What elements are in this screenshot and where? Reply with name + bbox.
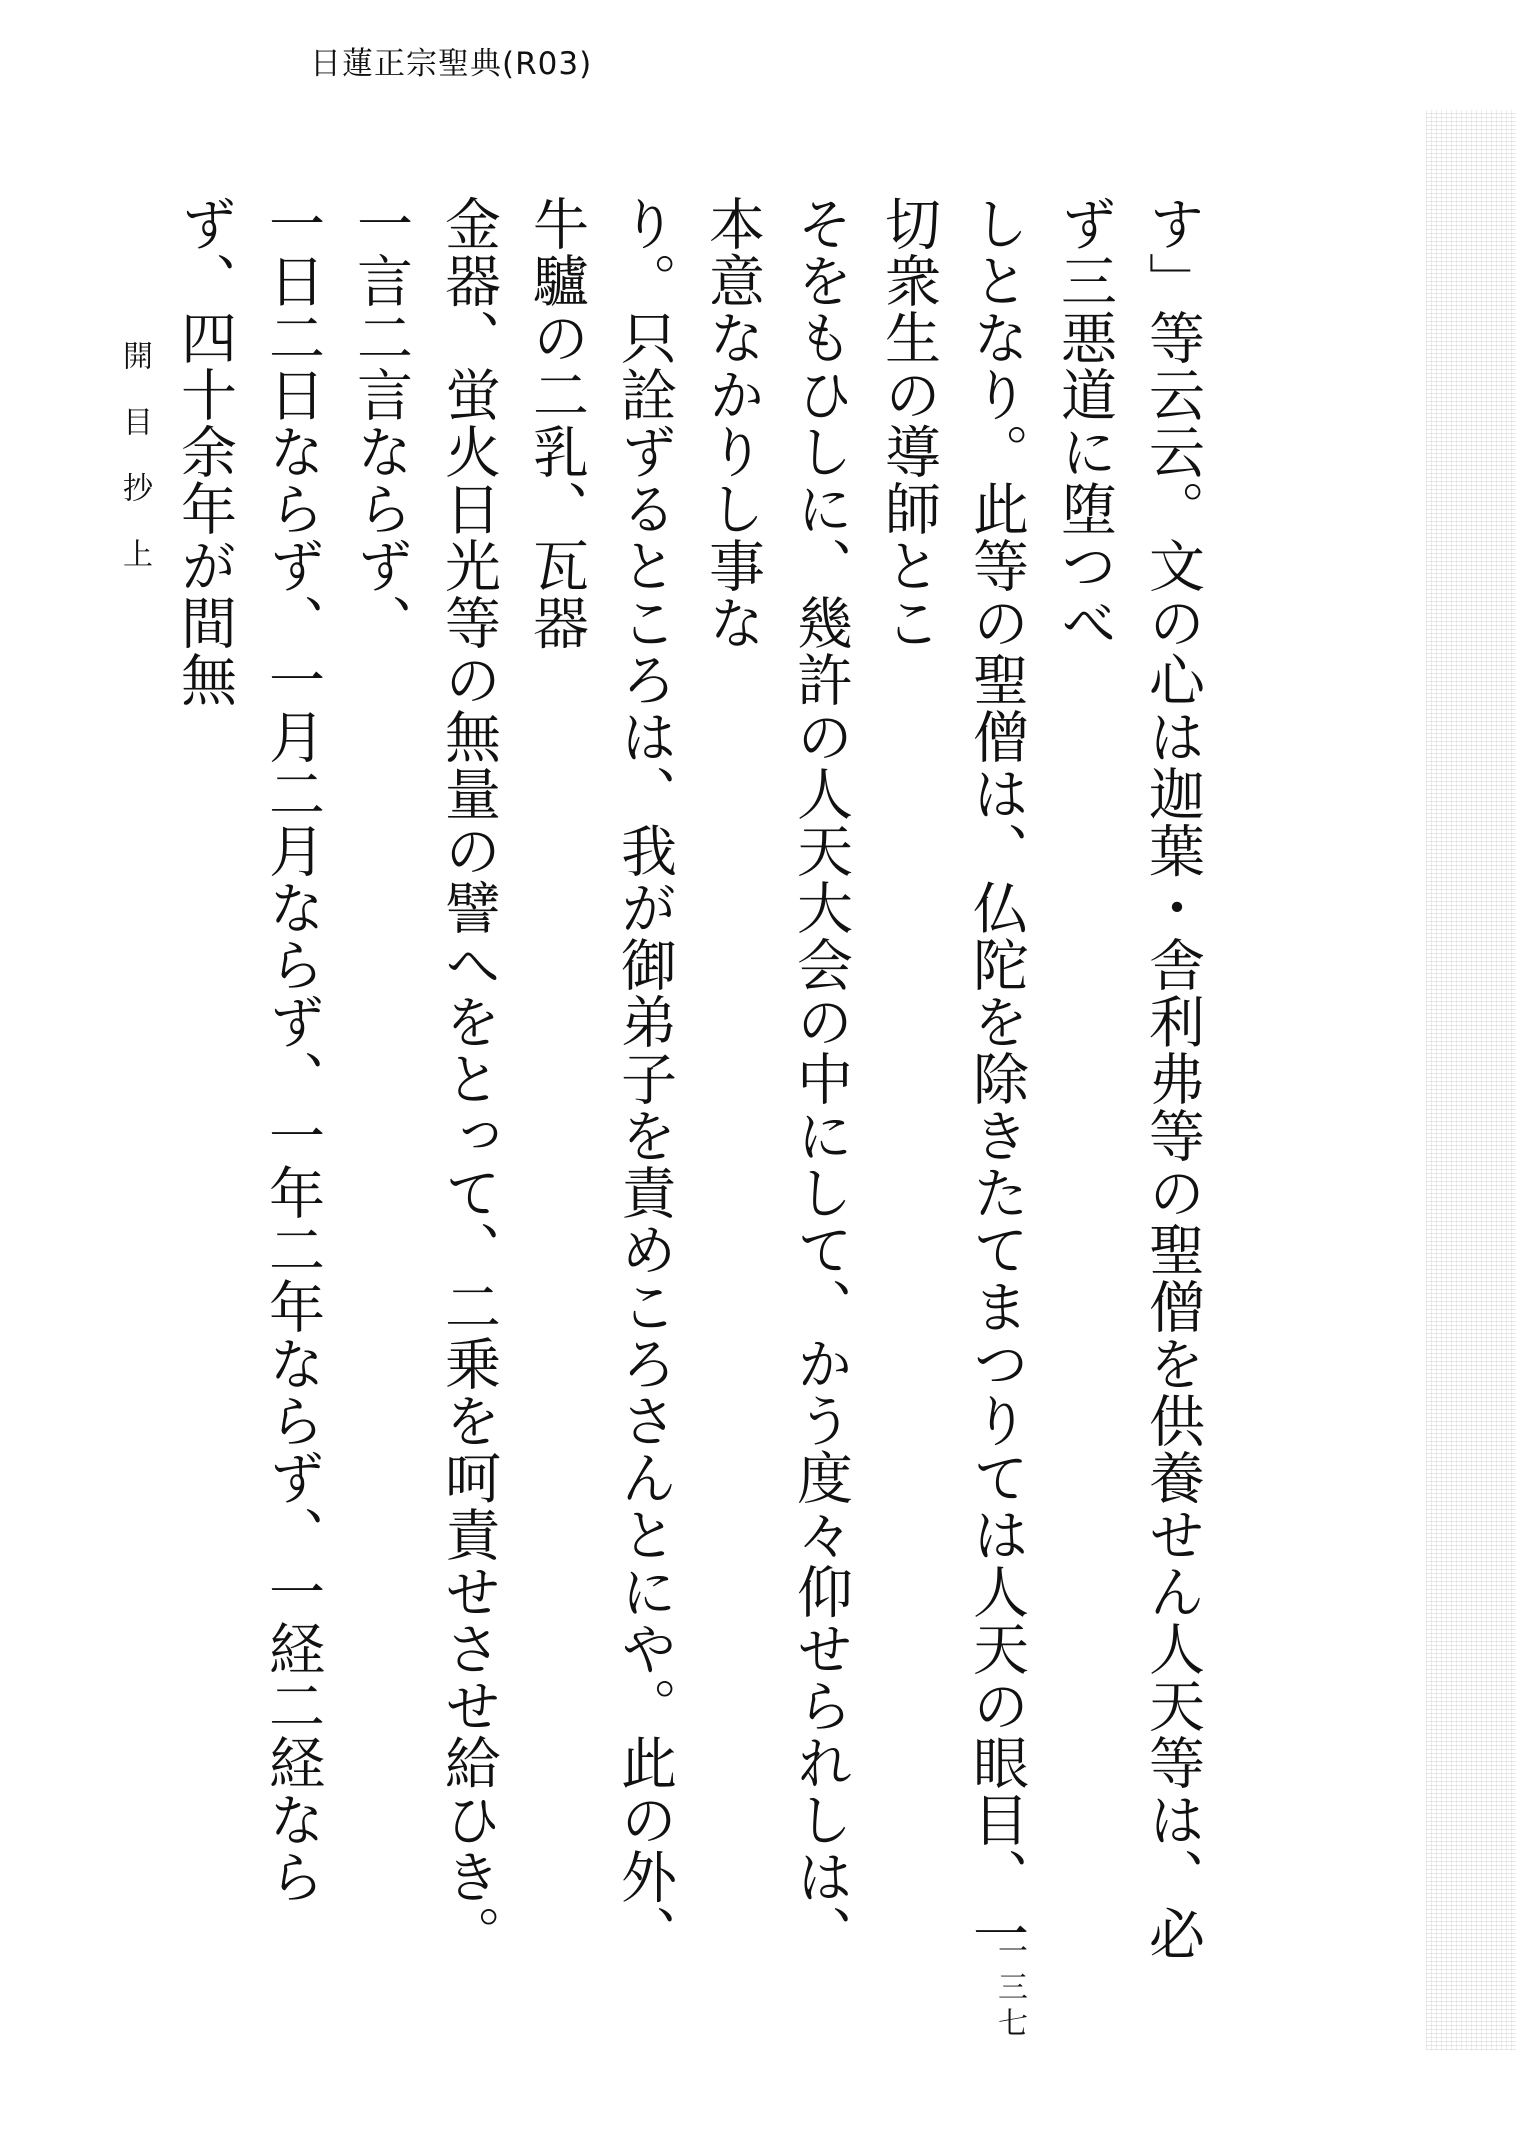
text-line: り。只詮ずるところは、我が御弟子を責めころさんとにや。此の外、牛驢の二乳、瓦器 bbox=[524, 195, 677, 1962]
page-header: 日蓮正宗聖典(R03) bbox=[310, 46, 593, 82]
text-line: 金器、蛍火日光等の無量の譬へをとって、二乗を呵責せさせ給ひき。一言二言ならず、 bbox=[348, 195, 501, 1962]
text-line: す」等云云。文の心は迦葉・舎利弗等の聖僧を供養せん人天等は、必ず三悪道に堕つべ bbox=[1052, 195, 1205, 1962]
page-edge-shadow bbox=[1426, 110, 1516, 2050]
body-text bbox=[156, 195, 1216, 1975]
running-title: 開目抄上 bbox=[117, 340, 152, 604]
page-number: 一三七 bbox=[992, 1935, 1027, 2043]
text-line: 一日二日ならず、一月二月ならず、一年二年ならず、一経二経ならず、四十余年が間無 bbox=[172, 195, 325, 1905]
text-line: そをもひしに、幾許の人天大会の中にして、かう度々仰せられしは、本意なかりし事な bbox=[700, 195, 853, 1962]
text-line bbox=[156, 195, 160, 1975]
text-line: しとなり。此等の聖僧は、仏陀を除きたてまつりては人天の眼目、一切衆生の導師とこ bbox=[876, 195, 1029, 1962]
